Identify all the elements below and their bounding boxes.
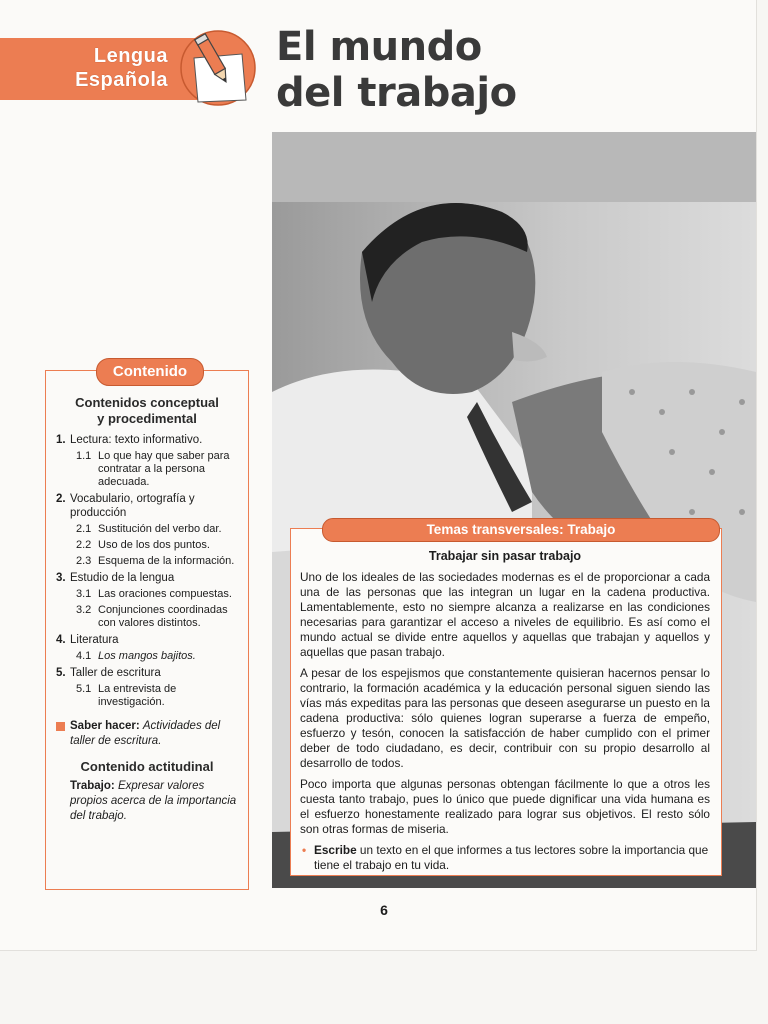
contents-heading bbox=[54, 395, 240, 427]
subitem-number: 5.1 bbox=[76, 683, 92, 695]
writing-task-label: Escribe bbox=[314, 843, 357, 857]
themes-heading: Trabajar sin pasar trabajo bbox=[428, 549, 582, 563]
item-number: 4. bbox=[56, 634, 66, 646]
subitem-text: La entrevista de investigación. bbox=[98, 683, 177, 708]
contents-subitem bbox=[54, 588, 240, 601]
subitem-text: Conjunciones coordinadas con valores distintos. bbox=[98, 604, 228, 629]
contents-subitem bbox=[54, 683, 240, 709]
item-number: 1. bbox=[56, 434, 66, 446]
subitem-text: Esquema de la información. bbox=[98, 555, 235, 567]
themes-paragraph-1: Uno de los ideales de las sociedades modernas es el de proporcionar a cada una de las personas que las integran un lugar en la cadena productiva. Lamentablemente, esto no siempre alcanza a realizarse en las condiciones necesarias para garantizar el acceso a niveles de equilibrio. Es así como el mundo actual se divide entre aquellos y aquellas que trabajan y aquellos y aquellas que pasan trabajo. bbox=[300, 570, 710, 659]
writing-task bbox=[300, 843, 710, 873]
attitude-label: Trabajo: bbox=[70, 780, 115, 792]
subitem-number: 3.2 bbox=[76, 604, 92, 616]
contents-subitem bbox=[54, 450, 240, 489]
contents-subitem bbox=[54, 604, 240, 630]
contents-item bbox=[54, 571, 240, 585]
subitem-text: Uso de los dos puntos. bbox=[98, 539, 210, 551]
contents-subitem bbox=[54, 523, 240, 536]
subject-line-2: Española bbox=[75, 69, 168, 91]
themes-label: Temas transversales: Trabajo bbox=[322, 518, 720, 542]
themes-box bbox=[290, 528, 722, 876]
know-how-label: Saber hacer bbox=[70, 720, 136, 732]
subitem-number: 4.1 bbox=[76, 650, 92, 662]
contents-item bbox=[54, 633, 240, 647]
know-how-item: Saber hacer: Actividades del taller de escritura. bbox=[54, 719, 240, 749]
contents-box bbox=[45, 370, 249, 890]
item-text: Literatura bbox=[70, 634, 119, 646]
contents-subitem bbox=[54, 555, 240, 568]
contents-heading-line-2: y procedimental bbox=[97, 411, 197, 426]
title-line-1: El mundo bbox=[276, 24, 482, 70]
bullet-icon: • bbox=[302, 843, 307, 857]
subitem-text: Los mangos bajitos. bbox=[98, 650, 196, 662]
contents-list bbox=[54, 395, 240, 824]
subject-banner bbox=[0, 38, 200, 100]
contents-item bbox=[54, 433, 240, 447]
writing-task-text: un texto en el que informes a tus lectores sobre la importancia que tiene el trabajo en tu vida. bbox=[314, 843, 709, 872]
subitem-number: 3.1 bbox=[76, 588, 92, 600]
page-title bbox=[276, 24, 517, 116]
pencil-paper-icon bbox=[178, 28, 258, 108]
contents-subitem bbox=[54, 539, 240, 552]
subitem-number: 1.1 bbox=[76, 450, 92, 462]
item-text: Taller de escritura bbox=[70, 667, 161, 679]
subject-label bbox=[75, 44, 168, 92]
subitem-number: 2.2 bbox=[76, 539, 92, 551]
themes-content bbox=[300, 549, 710, 873]
title-line-2: del trabajo bbox=[276, 70, 517, 116]
square-bullet-icon bbox=[56, 722, 65, 731]
contents-label: Contenido bbox=[96, 358, 204, 386]
subitem-number: 2.1 bbox=[76, 523, 92, 535]
subitem-number: 2.3 bbox=[76, 555, 92, 567]
item-text: Vocabulario, ortografía y producción bbox=[70, 493, 195, 519]
item-text: Lectura: texto informativo. bbox=[70, 434, 203, 446]
themes-paragraph-3: Poco importa que algunas personas obtengan fácilmente lo que a otros les cuesta tanto trabajo, pues lo único que puede dignificar una vida humana es el esfuerzo honestamente realizado para lograr sus objetivos. El resto sólo son otras formas de miseria. bbox=[300, 777, 710, 836]
contents-heading-line-1: Contenidos conceptual bbox=[75, 395, 219, 410]
page-number: 6 bbox=[380, 902, 388, 918]
subitem-text: Las oraciones compuestas. bbox=[98, 588, 232, 600]
attitude-body bbox=[54, 779, 240, 824]
contents-subitem bbox=[54, 650, 240, 663]
subject-line-1: Lengua bbox=[93, 45, 168, 67]
contents-item bbox=[54, 666, 240, 680]
subitem-text: Lo que hay que saber para contratar a la persona adecuada. bbox=[98, 450, 230, 488]
contents-item bbox=[54, 492, 240, 520]
item-number: 3. bbox=[56, 572, 66, 584]
know-how-text: Actividades del taller de escritura. bbox=[70, 720, 221, 747]
item-text: Estudio de la lengua bbox=[70, 572, 175, 584]
themes-paragraph-2: A pesar de los espejismos que constantemente quisieran hacernos pensar lo contrario, la formación académica y la educación personal siguen siendo las vías más expeditas para las personas que deseen asegurarse un puesto en la cadena productiva: sólo quienes logran superarse a fuerza de empeño, esfuerzo y tesón, conocen la satisfacción de haber cumplido con el primer deber de todo ciudadano, es decir, contribuir con su propio desarrollo al desarrollo de todos. bbox=[300, 666, 710, 770]
subitem-text: Sustitución del verbo dar. bbox=[98, 523, 222, 535]
item-number: 5. bbox=[56, 667, 66, 679]
attitude-text: Expresar valores propios acerca de la importancia del trabajo. bbox=[70, 780, 237, 822]
item-number: 2. bbox=[56, 493, 66, 505]
attitude-heading: Contenido actitudinal bbox=[80, 759, 214, 774]
